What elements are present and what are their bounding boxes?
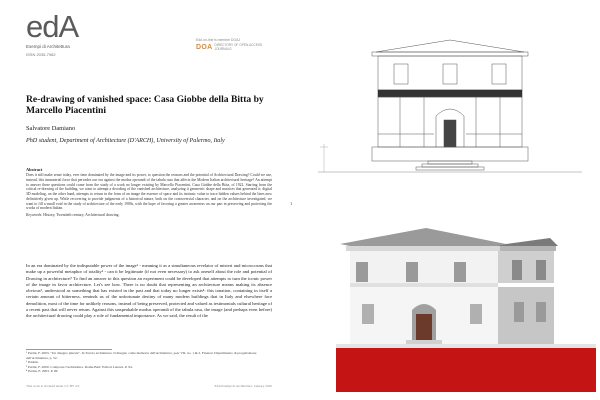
- keywords-list: History, Twentieth century, Architectural drawing.: [43, 213, 120, 217]
- issn: ISSN 2035-7982: [26, 52, 56, 57]
- footnotes: [26, 351, 272, 374]
- journal-issue: EdA Esempi di Architettura, January 2020: [214, 384, 272, 388]
- footnote-divider: [26, 349, 112, 350]
- footnote: ³ Ibidem.: [26, 360, 39, 364]
- doaj-logo: [196, 44, 274, 51]
- license-note: This work is licensed under CC BY 4.0: [26, 384, 80, 388]
- author-name: Salvatore Damiano: [26, 125, 76, 132]
- footnote: ⁴ Purini, F. 2003. P. 96.: [26, 369, 59, 373]
- page-footer: [26, 384, 272, 388]
- doaj-mark: DOA: [196, 44, 213, 52]
- elevation-drawing: [312, 34, 588, 184]
- abstract: [26, 167, 272, 217]
- text-column: [24, 10, 274, 394]
- publisher-block: [196, 38, 274, 51]
- body-paragraph: In an era dominated by the indisputable power of the image¹ - meaning it as a simultaneous revelator of misteri and microcosms that make up a powerful metaphor of totality² - can it be legitimate (if not even necessary) to ask oneself about the role and potential of Drawing in architecture? To find an answer to this question an experiment could be developed that attempts to turn the iconic power of the image in favor architecture. Let's see how. There is no doubt that representing an architecture means making its absence obvious³, understood as something that has existed in the past and that today no longer exists⁴: this tonation, containing in itself a certain amount of bitterness, reminds us of the unfortunate destiny of many modern buildings that in Italy and elsewhere face demolition, most of the time for unlikely reasons, instead of being preserved, protected and valued as testimonials cultural heritage of a recent past that will never return. Against this unspeakable modus operandi of the tabula rasa, the image (and perhaps even before) the architectural drawing could play a role of fundamental importance. As we said, the result of the: [26, 263, 272, 319]
- rendered-building-image: [336, 224, 596, 392]
- footnote: ³ Purini, F. 2000. Comporre l'architettura. Roma-Bari: Editori Laterza. P. 94.: [26, 364, 133, 369]
- doaj-text: DIRECTORY OF OPEN ACCESS JOURNALS: [214, 43, 263, 51]
- footnote: ¹ Purini, F. 2003. "Un disegno plurale". In Tavola architettura. Il disegno come memoria dell'architettura, year VII, no. 1 & 2. Firenze: Dipartimento di progettazione dell'architettura, p. 52.: [26, 351, 257, 360]
- keywords-label: Keywords:: [26, 213, 43, 217]
- keywords: [26, 213, 272, 217]
- figure-number: 1: [290, 201, 293, 206]
- publisher-line: EdA on-line is member DOAJ: [196, 38, 241, 42]
- journal-logo: [26, 9, 96, 57]
- abstract-heading: Abstract: [26, 167, 43, 172]
- logo-mark: edA: [26, 9, 79, 44]
- author-affiliation: PhD student, Department of Architecture (D'ARCH), University of Palermo, Italy: [26, 138, 225, 144]
- abstract-text: Does it still make sense today, ever time dominated by the image and its power, to question the reasons and the potential of Architectural Drawing? Could we use, instead, this immaterial force that pervades our era against the modus operandi of the tabula rasa that affects the Modern Italian architectural heritage? An attempt to answer these questions could come from the study of a work no longer existing by Marcello Piacentini, Casa Giobbe della Bitta, of 1922. Starting from the critical re-drawing of the building, we want to attempt a decoding of the vanished architecture, analyzing it geometric shape and matrices that generated it; digital 3D modeling, on the other hand, attempts to return in the form of an image the essence of space and its intrinsic value to trace hidden values behind the lines now definitively given up. While recovering to provide judgments of a historical nature, both on the controversial character, and on the architecture investigated, we want to fill a small void in the study of architecture of the early 1900s, with the hope of favoring a greater awareness on our part in preserving and protecting the works of modern Italian.: [26, 173, 272, 211]
- logo-subtitle: Esempi di Architettura: [26, 44, 70, 49]
- article-title: Re-drawing of vanished space: Casa Giobbe della Bitta by Marcello Piacentini: [26, 94, 264, 116]
